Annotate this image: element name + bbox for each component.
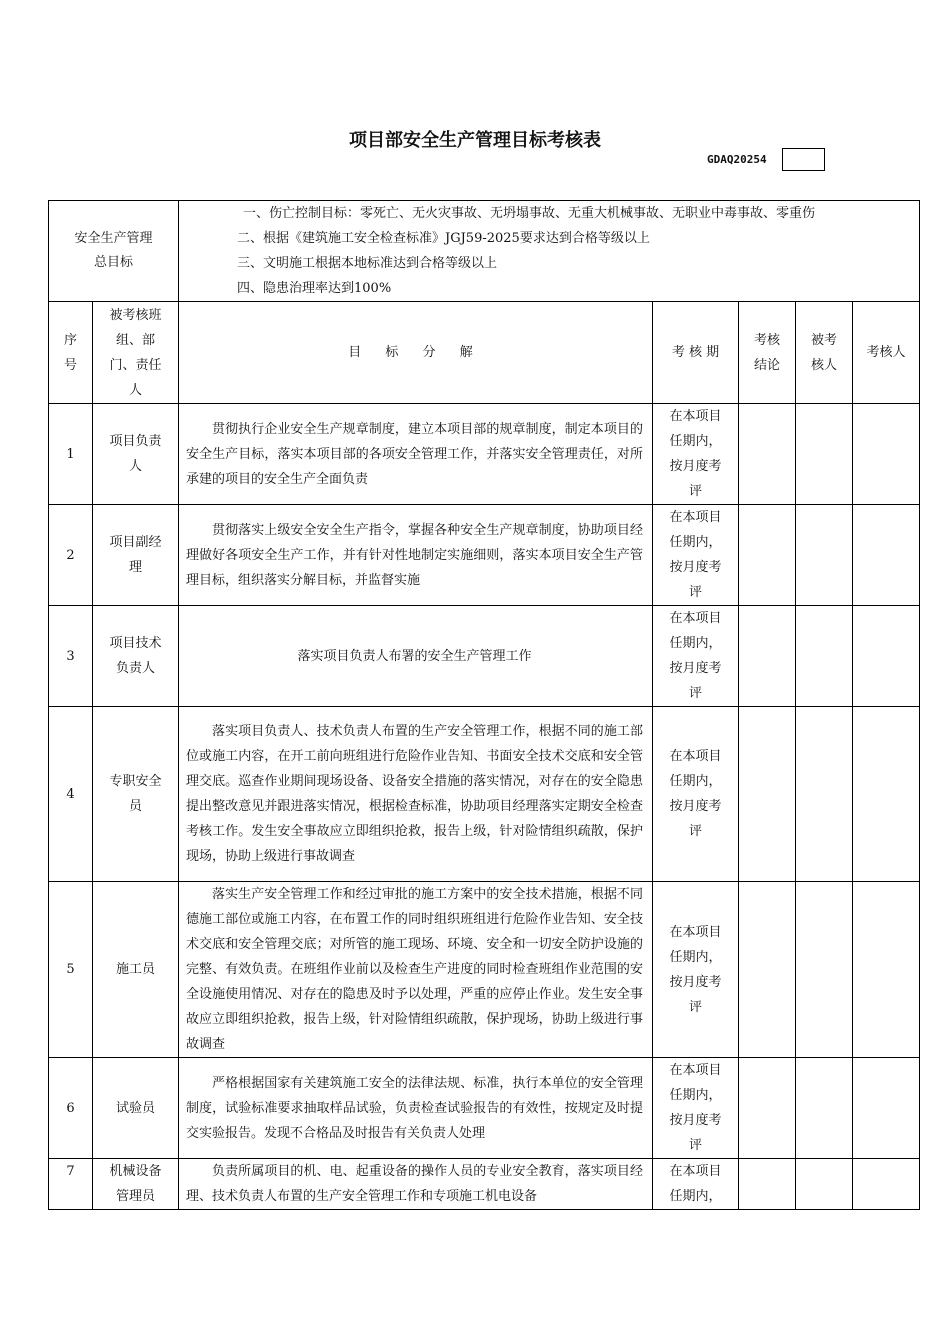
row-result-cell[interactable] [739, 404, 796, 505]
goals-row [49, 201, 920, 302]
header-row [49, 302, 920, 404]
row-no: 5 [49, 882, 93, 1058]
row-target [93, 404, 179, 505]
row-examinee-cell[interactable] [796, 1159, 853, 1210]
document-title: 项目部安全生产管理目标考核表 [349, 130, 601, 151]
table-row [49, 707, 920, 882]
row-period-text: 在本项目任期内，按月度考评 [669, 409, 722, 499]
row-target [93, 1159, 179, 1210]
row-target [93, 606, 179, 707]
goals-label [49, 201, 179, 302]
row-period [653, 606, 739, 707]
goals-label-text: 安全生产管理总目标 [74, 231, 153, 270]
row-desc-text: 落实项目负责人、技术负责人布置的生产安全管理工作，根据不同的施工部位或施工内容，在开工前向班组进行危险作业告知、书面安全技术交底和安全管理交底。巡查作业期间现场设备、设备安全措施的落实情况，对存在的安全隐患提出整改意见并跟进落实情况，根据检查标准，协助项目经理落实定期安全检查考核工作。发生安全事故应立即组织抢救，报告上级，针对险情组织疏散，保护现场，协助上级进行事故调查 [186, 724, 643, 864]
row-result-cell[interactable] [739, 1159, 796, 1210]
row-no: 4 [49, 707, 93, 882]
row-period-text: 在本项目任期内，按月度考评 [669, 1063, 722, 1153]
header-examiner [853, 302, 920, 404]
goals-list [179, 201, 920, 302]
row-examiner-cell[interactable] [853, 505, 920, 606]
row-examinee-cell[interactable] [796, 606, 853, 707]
header-examinee [796, 302, 853, 404]
row-period [653, 404, 739, 505]
row-desc [179, 404, 653, 505]
row-examiner-cell[interactable] [853, 404, 920, 505]
row-no: 1 [49, 404, 93, 505]
row-desc [179, 1058, 653, 1159]
row-target [93, 707, 179, 882]
row-desc [179, 882, 653, 1058]
row-desc [179, 606, 653, 707]
row-examiner-cell[interactable] [853, 1159, 920, 1210]
row-result-cell[interactable] [739, 1058, 796, 1159]
row-no: 7 [49, 1159, 93, 1210]
header-period-text: 考 核 期 [671, 345, 720, 360]
row-target [93, 505, 179, 606]
row-target-text: 施工员 [115, 962, 155, 977]
row-period-text: 在本项目任期内，按月度考评 [669, 924, 722, 1015]
row-target [93, 882, 179, 1058]
row-period-text: 在本项目任期内，按月度考评 [669, 749, 722, 839]
row-result-cell[interactable] [739, 707, 796, 882]
header-result [739, 302, 796, 404]
row-desc-text: 落实项目负责人布署的安全生产管理工作 [297, 648, 532, 664]
row-no: 3 [49, 606, 93, 707]
table-row [49, 505, 920, 606]
row-desc-text: 贯彻落实上级安全安全生产指令，掌握各种安全生产规章制度，协助项目经理做好各项安全生产工作，并有针对性地制定实施细则，落实本项目安全生产管理目标，组织落实分解目标，并监督实施 [186, 522, 643, 588]
header-no-text: 序号 [63, 332, 77, 373]
row-desc-text: 负责所属项目的机、电、起重设备的操作人员的专业安全教育，落实项目经理、技术负责人布置的生产安全管理工作和专项施工机电设备 [186, 1164, 643, 1204]
goal-item-1: 一、伤亡控制目标：零死亡、无火灾事故、无坍塌事故、无重大机械事故、无职业中毒事故、零重伤 [243, 206, 816, 221]
table-row [49, 1058, 920, 1159]
table-row [49, 1159, 920, 1210]
header-target-text: 被考核班组、部门、责任人 [109, 307, 162, 398]
document-code: GDAQ20254 [707, 153, 767, 166]
row-period-text: 在本项目任期内，按月度考评 [669, 611, 722, 701]
row-no: 2 [49, 505, 93, 606]
row-target-text: 试验员 [115, 1100, 155, 1116]
goal-item-2: 二、根据《建筑施工安全检查标准》JGJ59-2025要求达到合格等级以上 [237, 231, 650, 246]
row-period-text: 在本项目任期内，按月度考评 [669, 510, 722, 600]
row-target-text: 项目技术负责人 [109, 636, 162, 676]
row-examiner-cell[interactable] [853, 606, 920, 707]
table-row [49, 882, 920, 1058]
row-examinee-cell[interactable] [796, 1058, 853, 1159]
row-examiner-cell[interactable] [853, 882, 920, 1058]
row-examinee-cell[interactable] [796, 707, 853, 882]
row-result-cell[interactable] [739, 882, 796, 1058]
row-examinee-cell[interactable] [796, 882, 853, 1058]
row-desc [179, 1159, 653, 1210]
header-no [49, 302, 93, 404]
row-period-text: 在本项目任期内， [669, 1164, 722, 1204]
goal-item-4: 四、隐患治理率达到100% [237, 281, 392, 296]
row-period [653, 1058, 739, 1159]
row-target-text: 专职安全员 [109, 774, 162, 814]
row-period [653, 882, 739, 1058]
row-desc [179, 505, 653, 606]
row-target-text: 项目副经理 [109, 535, 162, 575]
row-examinee-cell[interactable] [796, 404, 853, 505]
header-target [93, 302, 179, 404]
row-target [93, 1058, 179, 1159]
header-examinee-text: 被考核人 [810, 332, 837, 373]
row-result-cell[interactable] [739, 606, 796, 707]
row-target-text: 项目负责人 [109, 434, 162, 474]
goal-item-3: 三、文明施工根据本地标准达到合格等级以上 [237, 256, 498, 271]
row-desc-text: 落实生产安全管理工作和经过审批的施工方案中的安全技术措施，根据不同德施工部位或施工内容，在布置工作的同时组织班组进行危险作业告知、安全技术交底和安全管理交底；对所管的施工现场、环境、安全和一切安全防护设施的完整、有效负责。在班组作业前以及检查生产进度的同时检查班组作业范围的安全设施使用情况、对存在的隐患及时予以处理，严重的应停止作业。发生安全事故应立即组织抢救，报告上级，针对险情组织疏散，保护现场，协助上级进行事故调查 [186, 887, 643, 1052]
assessment-table [48, 200, 920, 1210]
row-result-cell[interactable] [739, 505, 796, 606]
row-examiner-cell[interactable] [853, 707, 920, 882]
header-period [653, 302, 739, 404]
row-desc [179, 707, 653, 882]
code-input-box[interactable] [782, 148, 825, 171]
row-desc-text: 严格根据国家有关建筑施工安全的法律法规、标准，执行本单位的安全管理制度，试验标准要求抽取样品试验，负责检查试验报告的有效性，按规定及时提交实验报告。发现不合格品及时报告有关负责人处理 [186, 1075, 643, 1141]
table-row [49, 606, 920, 707]
header-examiner-text: 考核人 [866, 345, 906, 360]
row-target-text: 机械设备管理员 [109, 1164, 162, 1204]
header-decomp-text: 目 标 分 解 [348, 345, 483, 360]
row-desc-text: 贯彻执行企业安全生产规章制度，建立本项目部的规章制度，制定本项目的安全生产目标，落实本项目部的各项安全管理工作，并落实安全管理责任，对所承建的项目的安全生产全面负责 [186, 421, 643, 487]
row-period [653, 707, 739, 882]
row-examinee-cell[interactable] [796, 505, 853, 606]
row-period [653, 1159, 739, 1210]
header-result-text: 考核结论 [753, 332, 780, 373]
header-decomp [179, 302, 653, 404]
row-examiner-cell[interactable] [853, 1058, 920, 1159]
row-no: 6 [49, 1058, 93, 1159]
table-row [49, 404, 920, 505]
row-period [653, 505, 739, 606]
